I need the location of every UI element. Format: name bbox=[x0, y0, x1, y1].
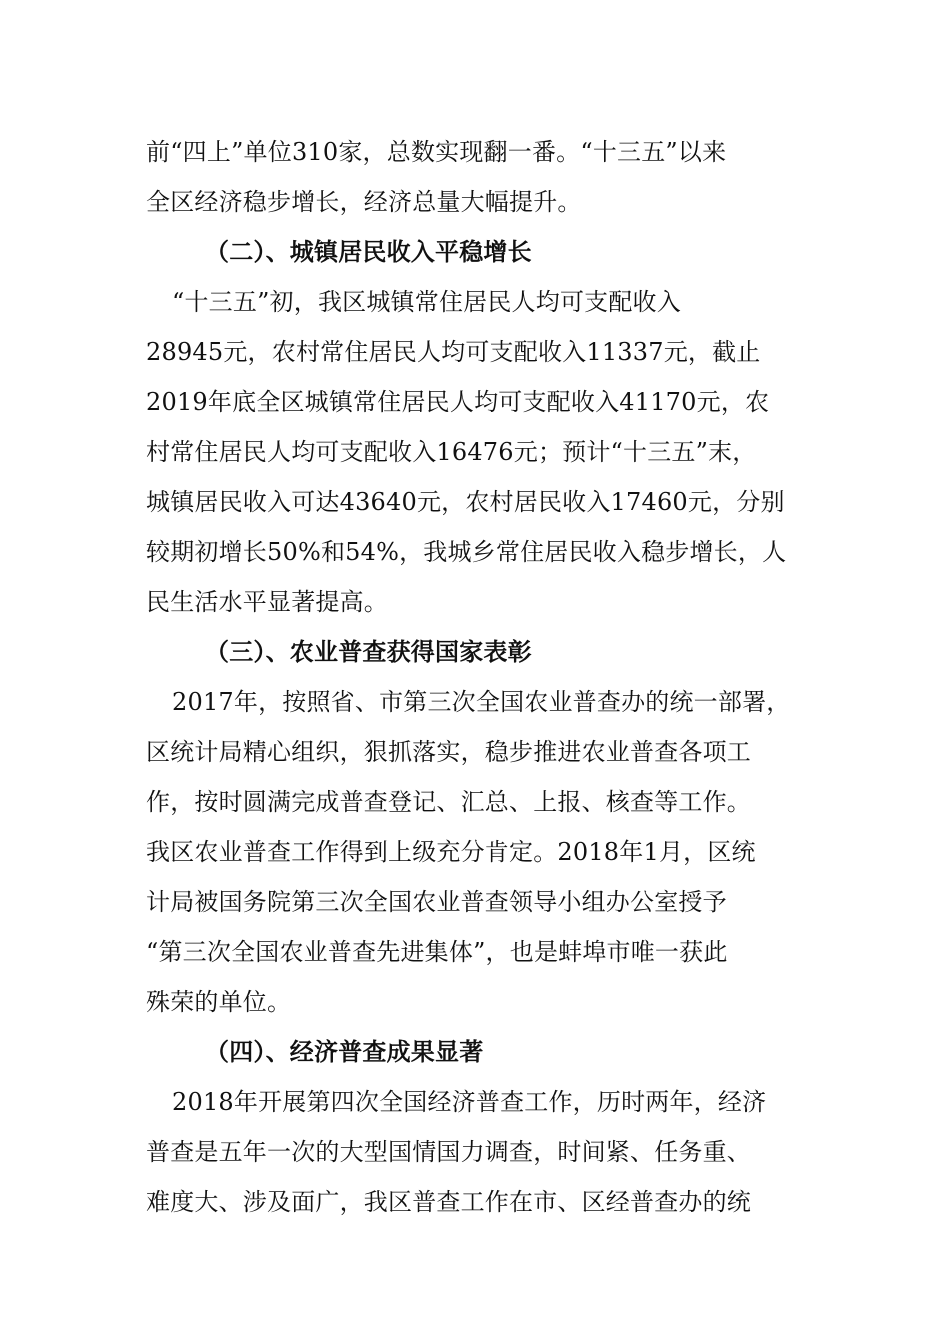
section-heading: （二）、城镇居民收入平稳增长 bbox=[205, 238, 532, 266]
paragraph-line: 较期初增长50%和54%，我城乡常住居民收入稳步增长，人 bbox=[146, 538, 787, 566]
paragraph-line: 28945元，农村常住居民人均可支配收入11337元，截止 bbox=[146, 338, 761, 366]
paragraph-line: 难度大、涉及面广，我区普查工作在市、区经普查办的统 bbox=[146, 1188, 751, 1216]
paragraph-line: 民生活水平显著提高。 bbox=[146, 588, 388, 616]
paragraph-line: 城镇居民收入可达43640元，农村居民收入17460元，分别 bbox=[146, 488, 785, 516]
paragraph-line: “十三五”初，我区城镇常住居民人均可支配收入 bbox=[172, 288, 681, 316]
paragraph-line: 前“四上”单位310家，总数实现翻一番。“十三五”以来 bbox=[146, 138, 727, 166]
paragraph-line: 作，按时圆满完成普查登记、汇总、上报、核查等工作。 bbox=[146, 788, 751, 816]
paragraph-line: 2017年，按照省、市第三次全国农业普查办的统一部署， bbox=[172, 688, 791, 716]
paragraph-line: 全区经济稳步增长，经济总量大幅提升。 bbox=[146, 188, 582, 216]
paragraph-line: 2019年底全区城镇常住居民人均可支配收入41170元，农 bbox=[146, 388, 770, 416]
section-heading: （四）、经济普查成果显著 bbox=[205, 1038, 484, 1066]
paragraph-line: “第三次全国农业普查先进集体”，也是蚌埠市唯一获此 bbox=[146, 938, 728, 966]
paragraph-line: 2018年开展第四次全国经济普查工作，历时两年，经济 bbox=[172, 1088, 767, 1116]
section-heading: （三）、农业普查获得国家表彰 bbox=[205, 638, 532, 666]
paragraph-line: 殊荣的单位。 bbox=[146, 988, 292, 1016]
paragraph-line: 我区农业普查工作得到上级充分肯定。2018年1月，区统 bbox=[146, 838, 756, 866]
paragraph-line: 普查是五年一次的大型国情国力调查，时间紧、任务重、 bbox=[146, 1138, 751, 1166]
paragraph-line: 计局被国务院第三次全国农业普查领导小组办公室授予 bbox=[146, 888, 727, 916]
paragraph-line: 村常住居民人均可支配收入16476元；预计“十三五”末， bbox=[146, 438, 757, 466]
paragraph-line: 区统计局精心组织，狠抓落实，稳步推进农业普查各项工 bbox=[146, 738, 751, 766]
